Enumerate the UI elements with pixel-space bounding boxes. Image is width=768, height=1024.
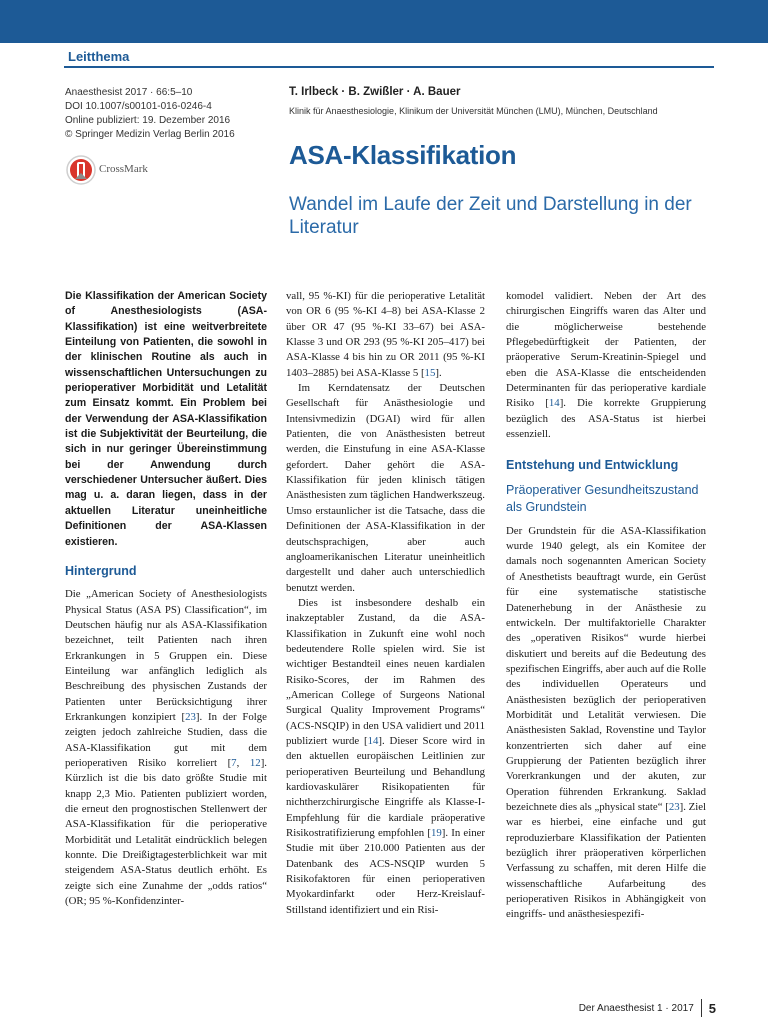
meta-citation: Anaesthesist 2017 · 66:5–10 bbox=[65, 87, 193, 98]
citation-ref[interactable]: 19 bbox=[430, 827, 442, 840]
crossmark-badge[interactable] bbox=[66, 155, 166, 187]
text-run: ]. bbox=[435, 366, 442, 379]
footer-journal: Der Anaesthesist 1 · 2017 bbox=[578, 1002, 694, 1014]
text-run: ]. Kürzlich ist die bis dato größte Studie mit knapp 2,3 Mio. Patienten publiziert worden, die erneut den prognostischen Stellenwert der ASA-Klassifikation für die perioperative Morbidität und Letalität eindrücklich belegen konnte. Die Dreißigtagesterblichkeit war mit steigendem ASA-Status deutlich erhöht. Es zeigte sich eine Zunahme der „odds ratios“ (OR; 95 %-Konfidenzinter- bbox=[65, 756, 267, 908]
section-label-bar bbox=[64, 48, 714, 68]
citation-ref[interactable]: 14 bbox=[367, 734, 379, 747]
authors: T. Irlbeck · B. Zwißler · A. Bauer bbox=[289, 86, 461, 98]
text-run: ]. Die korrekte Gruppierung bezüglich des ASA-Status ist hierbei essenziell. bbox=[506, 397, 706, 441]
text-run: ]. In einer Studie mit über 210.000 Patienten aus der Datenbank des ACS-NSQIP wurden 5 Risikofaktoren für einen perioperativen Myokardinfarkt oder Herz-Kreislauf-Stillstand identifiziert und ein Risi- bbox=[286, 827, 485, 916]
header-bar bbox=[0, 0, 768, 43]
heading-entstehung: Entstehung und Entwicklung bbox=[506, 458, 679, 473]
paragraph bbox=[286, 596, 485, 918]
meta-published: Online publiziert: 19. Dezember 2016 bbox=[65, 115, 231, 126]
text-run: Dies ist insbesondere deshalb ein inakzeptabler Zustand, da die ASA-Klassifikation in Zukunft eine wohl noch bedeutendere Rolle spielen wird. Sie ist wichtiger Bestandteil eines neuen kardialen Risiko-Scores, der im Rahmen des „American College of Surgeons National Surgical Quality Improvement Programs“ (ACS-NSQIP) in den USA validiert und 2011 publiziert wurde [ bbox=[286, 596, 485, 747]
crossmark-label: CrossMark bbox=[99, 163, 148, 175]
paragraph bbox=[286, 289, 485, 381]
heading-hintergrund: Hintergrund bbox=[65, 563, 137, 578]
citation-ref[interactable]: 7 bbox=[231, 756, 237, 769]
paragraph-hintergrund bbox=[65, 587, 267, 909]
citation-ref[interactable]: 15 bbox=[424, 366, 436, 379]
crossmark-icon bbox=[66, 155, 96, 185]
text-run: Die „American Society of Anesthesiologists Physical Status (ASA PS) Classification“, im Deutschen häufig nur als ASA-Klassifikation bezeichnet, teilt Patienten nach ihren Erkrankungen in 5 Gruppen ein. Diese Einteilung war anfänglich lediglich als Beschreibung des physischen Zustands der Patienten unter Berücksichtigung ihrer Erkrankungen konzipiert [ bbox=[65, 588, 267, 723]
column-2 bbox=[286, 289, 485, 918]
abstract: Die Klassifikation der American Society of Anesthesiologists (ASA-Klassifikation) ist eine weitverbreitete Einteilung von Patienten, die sowohl in der klinischen Routine als auch in wissenschaftlichen Untersuchungen zu perioperativer Morbidität und Letalität zum Einsatz kommt. Ein Problem bei der Verwendung der ASA-Klassifikation ist die Subjektivität der Beurteilung, die sich in nur geringer Übereinstimmung bei der Anwendung durch verschiedener Untersucher äußert. Dies mag u. a. daran liegen, dass in der aktuellen Literatur uneinheitliche Definitionen der ASA-Klassen existieren. bbox=[65, 290, 267, 548]
column-3 bbox=[506, 289, 706, 923]
affiliation: Klinik für Anaesthesiologie, Klinikum der Universität München (LMU), München, Deutschland bbox=[289, 106, 658, 116]
subheading-grundstein: Präoperativer Gesundheitszustand als Grundstein bbox=[506, 482, 699, 514]
text-run: , bbox=[236, 756, 250, 769]
citation-ref[interactable]: 12 bbox=[249, 756, 261, 769]
text-run: vall, 95 %-KI) für die perioperative Letalität von OR 6 (95 %-KI 4–8) bei ASA-Klasse 2 über OR 47 (95 %-KI 33–67) bei ASA-Klasse 3 und OR 293 (95 %-KI 205–417) bei ASA-Klasse 4 bis hin zu OR 2011 (95 %-KI 1403–2885) bei ASA-Klasse 5 [ bbox=[286, 290, 485, 379]
footer-divider bbox=[701, 999, 702, 1017]
text-run: ]. In der Folge zeigten jedoch zahlreiche Studien, dass die ASA-Klassifikation gut mit dem perioperativen Risiko korreliert [ bbox=[65, 710, 267, 769]
text-run: ]. Ziel war es hierbei, eine einfache und gut reproduzierbare Klassifikation der Patienten bezüglich ihrer präoperativen körperlichen Verfassung zu schaffen, mit deren Hilfe die wissenschaftliche Aufarbeitung des perioperativen Risikos in Abhängigkeit von eingriffs- und anästhesiespezifi- bbox=[506, 800, 706, 921]
section-label: Leitthema bbox=[68, 49, 130, 64]
meta-doi[interactable]: DOI 10.1007/s00101-016-0246-4 bbox=[65, 101, 212, 112]
article-subtitle: Wandel im Laufe der Zeit und Darstellung in der Literatur bbox=[289, 194, 692, 238]
column-1 bbox=[65, 289, 267, 909]
page-footer bbox=[579, 999, 716, 1017]
article-meta bbox=[65, 86, 270, 142]
paragraph: Im Kerndatensatz der Deutschen Gesellschaft für Anästhesiologie und Intensivmedizin (DGAI) wird für allen Patienten, die von Anästhesisten betreut werden, die Einstufung in eine ASA-Klasse gefordert. Daher gehört die ASA-Klassifikation für jeden klinisch tätigen Anästhesisten zum täglichen Handwerkszeug. Umso erstaunlicher ist die Tatsache, dass die Definitionen der ASA-Klassifikation in der deutschsprachigen, aber auch angloamerikanischen Literatur uneinheitlich dargestellt und daher auch unterschiedlich benutzt werden. bbox=[286, 382, 485, 594]
citation-ref[interactable]: 14 bbox=[548, 397, 560, 410]
text-run: Der Grundstein für die ASA-Klassifikation wurde 1940 gelegt, als ein Komitee der damals noch sogenannten American Society of Anesthetists beauftragt wurde, ein Gerüst für eine systematische statistische Datenerhebung in der Anästhesie zu entwickeln. Der multifaktorielle Charakter des „operativen Risikos“ wurde hierbei diskutiert und bereits auf die Bedeutung des spezifischen Eingriffs, aber auch auf die Rolle des individuellen Operateurs und Anästhesisten bezüglich der perioperativen Morbidität und Letalität verwiesen. Die Anästhesisten Saklad, Rovenstine und Taylor konzentrierten sich daher auf eine Gruppierung der Patienten bezüglich ihrer Vorerkrankungen und der akuten, zur Operation führenden Erkrankung. Saklad bezeichnete dies als „physical state“ [ bbox=[506, 524, 706, 813]
citation-ref[interactable]: 23 bbox=[185, 710, 196, 723]
meta-copyright: © Springer Medizin Verlag Berlin 2016 bbox=[65, 129, 235, 140]
text-run: komodel validiert. Neben der Art des chirurgischen Eingriffs waren das Alter und die möglicherweise bestehende Pflegebedürftigkeit der Patienten, der präoperative Serum-Kreatinin-Spiegel und eben die ASA-Klasse die entscheidenden Determinanten für das perioperative kardiale Risiko [ bbox=[506, 290, 706, 410]
citation-ref[interactable]: 23 bbox=[668, 800, 680, 813]
page-number: 5 bbox=[708, 1000, 716, 1016]
paragraph bbox=[506, 524, 706, 923]
paragraph bbox=[506, 289, 706, 442]
article-title: ASA-Klassifikation bbox=[289, 140, 517, 170]
text-run: ]. Dieser Score wird in den aktuellen europäischen Leitlinien zur perioperativen Beurteilung und Behandlung kardiovaskulärer Risikopatienten für nichtherzchirurgische Eingriffe als Klasse-I-Empfehlung für die kardiale präoperative Risikostratifizierung empfohlen [ bbox=[286, 734, 485, 840]
